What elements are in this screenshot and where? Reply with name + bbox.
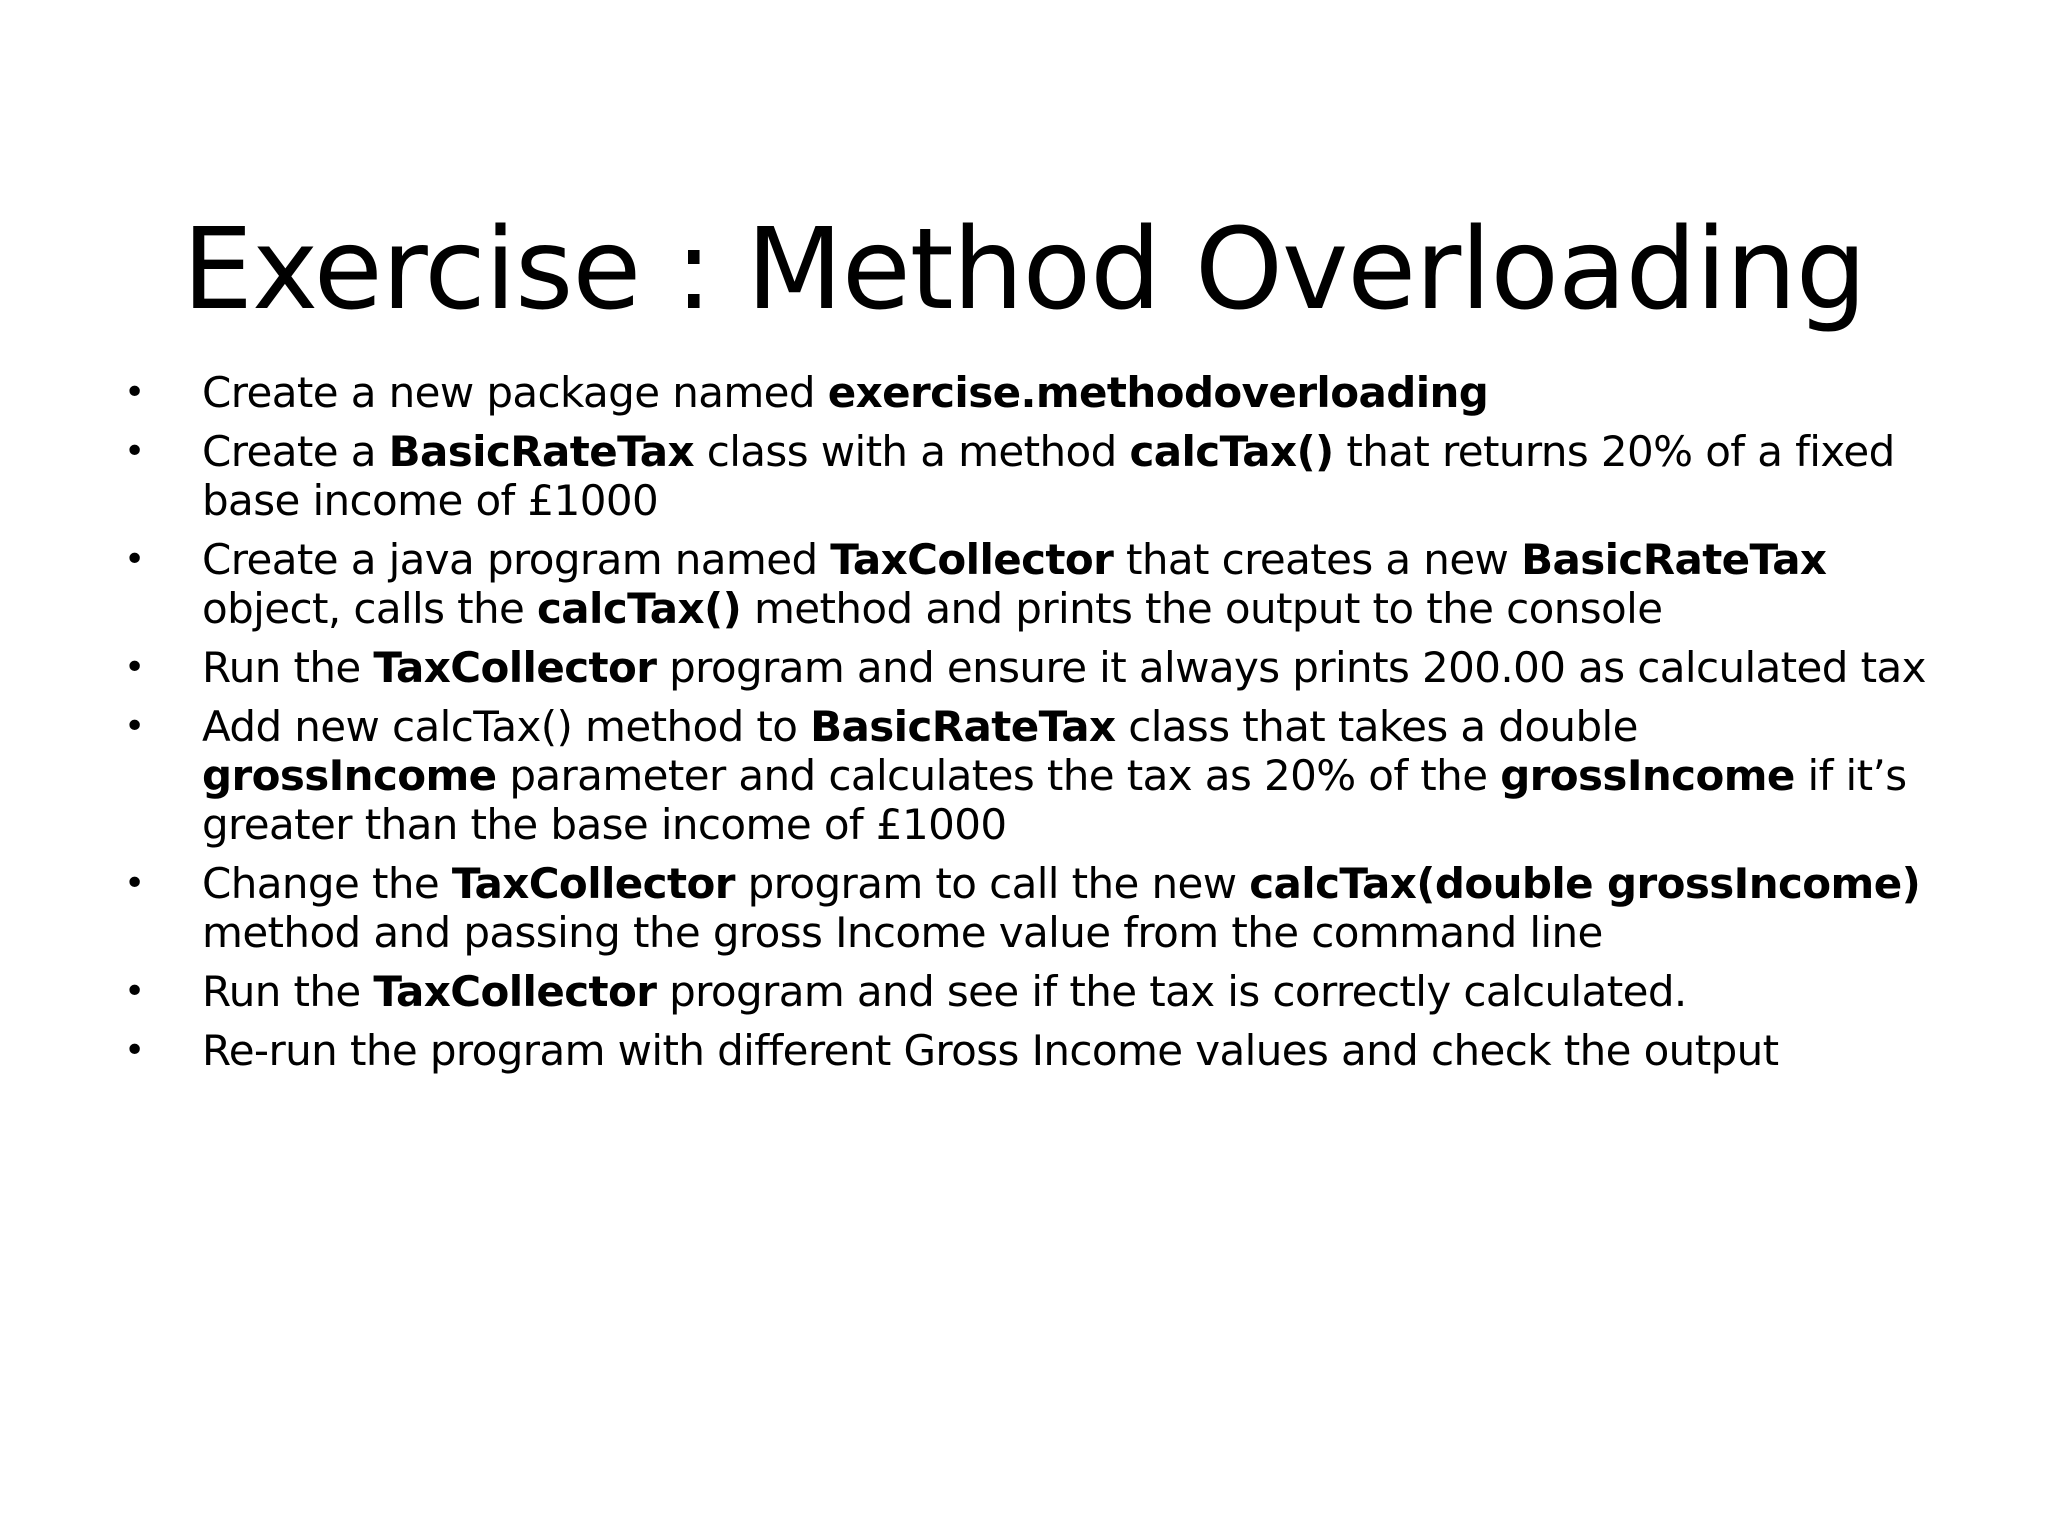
bullet-emphasis-text: TaxCollector — [830, 535, 1114, 584]
bullet-emphasis-text: TaxCollector — [373, 643, 657, 692]
bullet-text: Create a java program named — [202, 535, 831, 584]
bullet-emphasis-text: calcTax() — [537, 584, 742, 633]
bullet-emphasis-text: BasicRateTax — [388, 427, 694, 476]
bullet-dot-icon: • — [124, 863, 145, 904]
bullet-text: method and passing the gross Income value from the command line — [202, 908, 1603, 957]
bullet-emphasis-text: calcTax() — [1129, 427, 1334, 476]
bullet-item — [0, 368, 1942, 417]
bullet-emphasis-text: grossIncome — [202, 751, 497, 800]
bullet-text: program and see if the tax is correctly calculated. — [656, 967, 1687, 1016]
bullet-text: object, calls the — [202, 584, 538, 633]
bullet-item — [0, 967, 1942, 1016]
bullet-item — [0, 702, 1942, 849]
bullet-emphasis-text: calcTax(double grossIncome) — [1249, 859, 1921, 908]
bullet-text: program and ensure it always prints 200.00 as calculated tax — [656, 643, 1926, 692]
bullet-dot-icon: • — [124, 647, 145, 688]
bullet-text: Re-run the program with different Gross Income values and check the output — [202, 1026, 1779, 1075]
bullet-text: parameter and calculates the tax as 20% of the — [496, 751, 1501, 800]
bullet-item — [0, 859, 1942, 957]
bullet-text: Create a new package named — [202, 368, 828, 417]
bullet-dot-icon: • — [124, 1030, 145, 1071]
bullet-text: Run the — [202, 643, 374, 692]
bullet-item — [0, 535, 1942, 633]
bullet-text: Add new calcTax() method to — [202, 702, 811, 751]
bullet-dot-icon: • — [124, 706, 145, 747]
bullet-item — [0, 1026, 1942, 1075]
bullet-emphasis-text: TaxCollector — [451, 859, 735, 908]
bullet-item — [0, 427, 1942, 525]
bullet-dot-icon: • — [124, 431, 145, 472]
slide-title: Exercise : Method Overloading — [182, 205, 1866, 336]
bullet-text: class that takes a double — [1115, 702, 1638, 751]
bullet-dot-icon: • — [124, 539, 145, 580]
bullet-item — [0, 643, 1942, 692]
bullet-text: that returns 20% of a fixed base income of £1000 — [202, 427, 1895, 525]
bullet-text: class with a method — [693, 427, 1130, 476]
bullet-emphasis-text: BasicRateTax — [1521, 535, 1827, 584]
bullet-list — [0, 368, 2048, 1085]
bullet-text: that creates a new — [1113, 535, 1522, 584]
bullet-emphasis-text: BasicRateTax — [810, 702, 1116, 751]
bullet-text: method and prints the output to the console — [741, 584, 1663, 633]
bullet-emphasis-text: TaxCollector — [373, 967, 657, 1016]
bullet-dot-icon: • — [124, 971, 145, 1012]
bullet-text: Run the — [202, 967, 374, 1016]
bullet-emphasis-text: grossIncome — [1500, 751, 1795, 800]
bullet-text: Create a — [202, 427, 389, 476]
bullet-emphasis-text: exercise.methodoverloading — [827, 368, 1489, 417]
bullet-dot-icon: • — [124, 372, 145, 413]
bullet-text: program to call the new — [734, 859, 1250, 908]
bullet-text: Change the — [202, 859, 452, 908]
bullet-text: if it’s greater than the base income of £1000 — [202, 751, 1907, 849]
